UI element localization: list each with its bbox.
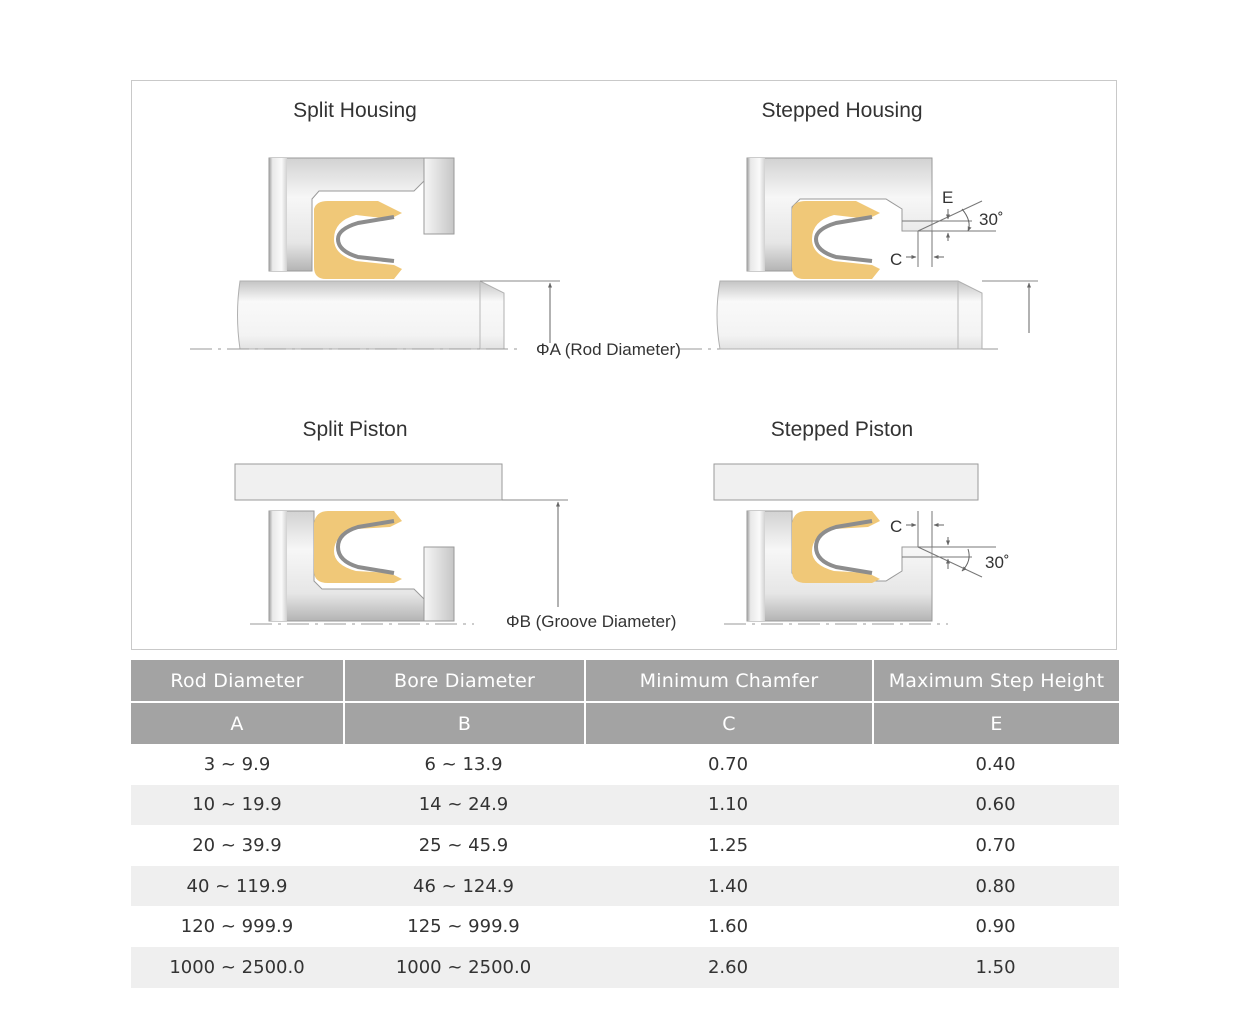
diagram-panel: [131, 80, 1117, 650]
cell-bore: 25 ~ 45.9: [418, 834, 509, 856]
seal-profile: [792, 511, 880, 583]
cell-bore: 14 ~ 24.9: [343, 785, 584, 826]
seal-profile: [314, 201, 402, 279]
rod: [717, 281, 982, 349]
cell-step: 1.50: [872, 947, 1119, 988]
table-row: [131, 947, 1119, 988]
cell-rod: 3 ~ 9.9: [203, 753, 271, 775]
cell-step: 0.40: [975, 753, 1016, 775]
cell-chamfer: 1.60: [707, 916, 749, 938]
dimension-table: [131, 660, 1119, 988]
subheader-c: C: [584, 703, 872, 744]
housing-shade: [269, 158, 287, 271]
split-piston-title: Split Piston: [302, 418, 408, 441]
cell-step: 0.60: [872, 785, 1119, 826]
subheader-e: E: [872, 703, 1119, 744]
header-rod-diameter: Rod Diameter: [131, 660, 343, 703]
label-c: C: [890, 517, 903, 536]
cell-bore: 125 ~ 999.9: [407, 916, 520, 938]
cell-bore: 6 ~ 13.9: [424, 753, 503, 775]
rod-diameter-label: ΦA (Rod Diameter): [536, 340, 681, 359]
table-row: [131, 825, 1119, 866]
split-ring: [424, 547, 454, 621]
stepped-piston-title: Stepped Piston: [770, 418, 914, 441]
split-piston-diagram: [235, 418, 676, 631]
groove-diameter-label: ΦB (Groove Diameter): [506, 612, 677, 631]
cell-step: 0.90: [975, 916, 1016, 938]
header-bore-diameter: Bore Diameter: [343, 660, 584, 703]
cell-chamfer: 1.25: [707, 834, 749, 856]
label-c: C: [890, 250, 903, 269]
cell-step: 0.70: [975, 834, 1016, 856]
cell-chamfer: 2.60: [584, 947, 872, 988]
table-subheader-row: [131, 703, 1119, 744]
rod: [238, 281, 505, 349]
bore-wall: [235, 464, 502, 500]
seal-profile: [314, 511, 402, 583]
cell-step: 0.80: [872, 866, 1119, 907]
seal-diagrams: [132, 81, 1118, 651]
cell-rod: 10 ~ 19.9: [131, 785, 343, 826]
stepped-piston-diagram: [714, 418, 1010, 624]
cell-rod: 1000 ~ 2500.0: [131, 947, 343, 988]
table-row: [131, 906, 1119, 947]
cell-rod: 20 ~ 39.9: [192, 834, 282, 856]
subheader-a: A: [131, 703, 343, 744]
split-ring: [424, 158, 454, 234]
cell-rod: 40 ~ 119.9: [131, 866, 343, 907]
table-row: [131, 785, 1119, 826]
subheader-b: B: [343, 703, 584, 744]
cell-chamfer: 0.70: [707, 753, 749, 775]
cell-bore: 1000 ~ 2500.0: [343, 947, 584, 988]
label-e: E: [942, 188, 954, 207]
bore-wall: [714, 464, 978, 500]
seal-profile: [792, 201, 880, 279]
table-row: [131, 744, 1119, 785]
stepped-housing-diagram: [717, 99, 1038, 349]
angle-label: 30˚: [979, 210, 1004, 229]
table-header-row: [131, 660, 1119, 703]
cell-rod: 120 ~ 999.9: [180, 916, 294, 938]
cell-chamfer: 1.10: [584, 785, 872, 826]
cell-chamfer: 1.40: [584, 866, 872, 907]
angle-label: 30˚: [985, 553, 1010, 572]
split-housing-title: Split Housing: [293, 99, 417, 122]
header-minimum-chamfer: Minimum Chamfer: [584, 660, 872, 703]
stepped-housing-title: Stepped Housing: [761, 99, 923, 122]
table-row: [131, 866, 1119, 907]
cell-bore: 46 ~ 124.9: [343, 866, 584, 907]
header-maximum-step-height: Maximum Step Height: [872, 660, 1119, 703]
